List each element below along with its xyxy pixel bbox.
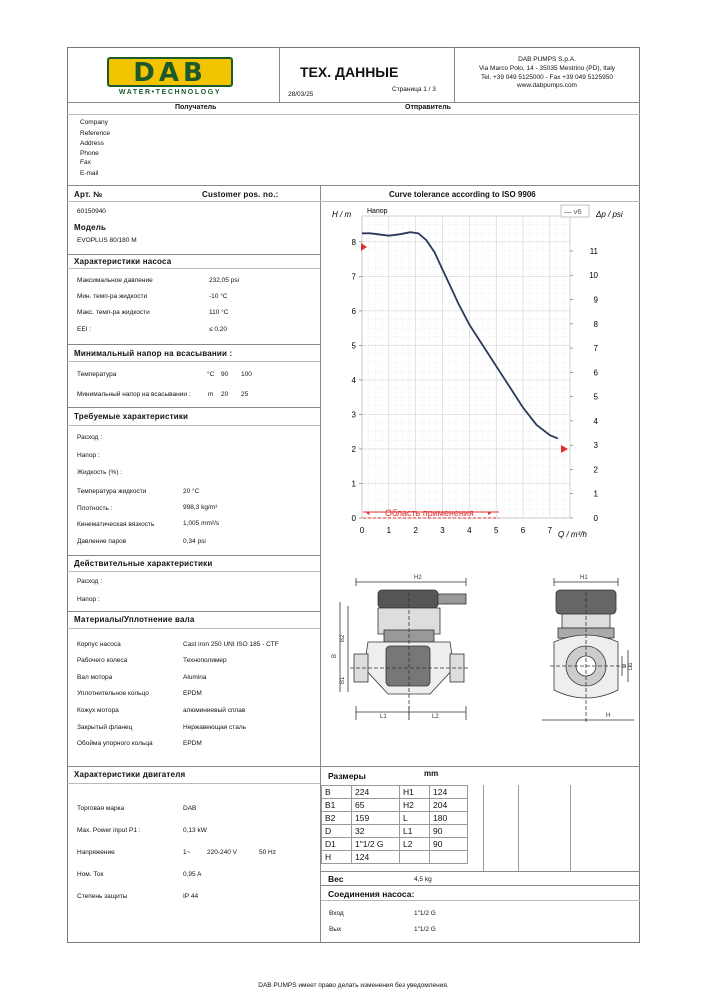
y-tick-label: 5 — [351, 341, 356, 351]
dimension-cell — [430, 851, 468, 864]
rule — [67, 407, 320, 408]
y-tick-label: 7 — [351, 272, 356, 282]
y-right-tick-label: 4 — [593, 416, 598, 426]
sender-heading: Отправитель — [405, 104, 451, 111]
recipient-heading: Получатель — [175, 104, 217, 111]
rule — [321, 900, 640, 901]
y-right-tick-label: 10 — [589, 271, 598, 281]
dimensions-unit: mm — [424, 769, 439, 778]
inlet-value: 1"1/2 G — [414, 910, 436, 917]
dimension-cell: 32 — [352, 825, 400, 838]
rule — [67, 571, 320, 572]
dimension-cell: B1 — [322, 799, 352, 812]
company-website: www.dabpumps.com — [517, 82, 577, 90]
application-range-arrow-left: ◂ — [366, 509, 370, 517]
dimensions-table — [321, 785, 468, 864]
field-reference: Reference — [80, 129, 110, 137]
suction-head-unit: m — [208, 391, 214, 398]
rule — [67, 268, 320, 269]
dimension-cell: L — [400, 812, 430, 825]
chart-grid — [362, 216, 570, 518]
dim-h2: H2 — [414, 575, 422, 581]
dimension-cell: 204 — [430, 799, 468, 812]
vapour-pressure-value: 0,34 psi — [183, 538, 206, 545]
application-range-label: Область применения — [385, 508, 474, 518]
dimension-cell: 65 — [352, 799, 400, 812]
dimension-cell: D — [322, 825, 352, 838]
material-label: Кожух мотора — [77, 707, 119, 714]
max-temp-label: Макс. темп-ра жидкости — [77, 309, 150, 316]
pump-characteristics-heading: Характеристики насоса — [74, 257, 172, 266]
rule — [67, 628, 320, 629]
dimension-cell: 90 — [430, 838, 468, 851]
liquid-temp-label: Температура жидкости — [77, 488, 147, 495]
x-tick-label: 1 — [386, 526, 392, 535]
y-tick-label: 6 — [351, 306, 356, 316]
y-right-axis-label: Δp / psi — [596, 210, 623, 219]
grid-line — [570, 785, 571, 871]
actual-head-label: Напор : — [77, 596, 100, 603]
dim-h: H — [606, 713, 611, 719]
material-label: Закрытый фланец — [77, 724, 133, 731]
contact-fields — [80, 118, 110, 180]
contacts-bottom-line — [67, 185, 640, 186]
connections-heading: Соединения насоса: — [328, 889, 415, 899]
x-tick-label: 4 — [467, 526, 472, 535]
material-label: Корпус насоса — [77, 641, 121, 648]
legend-text: — v6 — [564, 207, 582, 216]
rule — [67, 555, 320, 556]
dimension-row — [322, 825, 468, 838]
min-temp-label: Мин. темп-ра жидкости — [77, 293, 148, 300]
actual-flow-label: Расход : — [77, 578, 103, 585]
company-phone: Tel. +39 049 5125000 - Fax +39 049 5125950 — [481, 73, 613, 81]
dim-l1: L1 — [380, 714, 387, 720]
field-fax: Fax — [80, 159, 91, 167]
application-range-arrow-right: ▸ — [488, 509, 492, 517]
material-label: Обойма упорного кольца — [77, 740, 153, 747]
dimension-cell — [400, 851, 430, 864]
start-point-marker — [361, 243, 367, 251]
liquid-temp-value: 20 °C — [183, 488, 200, 495]
dim-d1: D1 — [628, 662, 634, 670]
dim-h1: H1 — [580, 575, 588, 581]
y-right-tick-label: 6 — [593, 368, 598, 378]
y-tick-label: 8 — [351, 237, 356, 247]
y-tick-label: 1 — [351, 479, 356, 489]
logo-subtitle: WATER•TECHNOLOGY — [118, 89, 222, 96]
rule — [67, 344, 320, 345]
series-label: Напор — [367, 208, 388, 215]
rule — [67, 611, 320, 612]
y-axis-label: H / m — [332, 210, 352, 219]
y-tick-label: 3 — [351, 410, 356, 420]
suction-temp-90: 90 — [221, 371, 229, 378]
outlet-value: 1"1/2 G — [414, 926, 436, 933]
head-curve — [362, 232, 558, 438]
chart-title: Curve tolerance according to ISO 9906 — [389, 190, 536, 199]
max-pressure-label: Максимальное давление — [77, 277, 153, 284]
logo-text: DAB — [133, 58, 207, 88]
company-name: DAB PUMPS S.p.A. — [518, 56, 576, 63]
y-right-tick-label: 9 — [593, 295, 598, 305]
motor-current-value: 0,95 A — [183, 871, 202, 878]
dim-l2: L2 — [432, 714, 439, 720]
suction-temp-100: 100 — [241, 371, 252, 378]
motor-phase-value: 1~ — [183, 849, 191, 856]
material-label: Рабочего колеса — [77, 657, 128, 664]
motor-voltage-value: 220-240 V — [207, 849, 237, 856]
material-value: Нержавеющая сталь — [183, 724, 246, 731]
header-divider — [454, 47, 455, 102]
rule — [67, 201, 320, 202]
footer-disclaimer: DAB PUMPS имеет право делать изменения без уведомления. — [258, 982, 449, 989]
material-label: Вал мотора — [77, 674, 113, 681]
company-address: Via Marco Polo, 14 - 35035 Mestrino (PD), Italy — [478, 64, 616, 72]
dimension-cell: D1 — [322, 838, 352, 851]
dimension-cell: 159 — [352, 812, 400, 825]
y-right-tick-label: 2 — [593, 465, 598, 475]
field-address: Address — [80, 139, 104, 147]
weight-value: 4,5 kg — [414, 876, 432, 883]
x-tick-label: 3 — [440, 526, 445, 535]
motor-heading: Характеристики двигателя — [74, 770, 186, 779]
dimension-row — [322, 812, 468, 825]
viscosity-label: Кинематическая вязкость — [77, 521, 155, 528]
document-date: 28/03/25 — [288, 91, 314, 98]
density-label: Плотность : — [77, 505, 113, 512]
motor-frequency-value: 50 Hz — [259, 849, 276, 856]
model-label: Модель — [74, 223, 107, 232]
y-tick-label: 2 — [351, 444, 356, 454]
dimension-cell: 224 — [352, 786, 400, 799]
dimension-cell: H — [322, 851, 352, 864]
page-title: ТЕХ. ДАННЫЕ — [300, 64, 399, 80]
density-value: 998,3 kg/m³ — [183, 504, 218, 511]
dimensions-extra-grid — [483, 785, 640, 871]
viscosity-value: 1,005 mm²/s — [183, 520, 220, 527]
materials-heading: Материалы/Уплотнение вала — [74, 615, 195, 624]
rule — [321, 871, 640, 872]
y-tick-label: 4 — [351, 375, 356, 385]
dimension-cell: B — [322, 786, 352, 799]
article-number: 60150940 — [77, 208, 106, 215]
dimension-cell: H2 — [400, 799, 430, 812]
dim-b2: B2 — [340, 634, 346, 642]
model-value: EVOPLUS 80/180 M — [77, 237, 137, 244]
pump-drawing-side-view — [330, 572, 480, 722]
eei-value: ≤ 0,20 — [209, 326, 228, 333]
y-right-tick-label: 8 — [593, 319, 598, 329]
dimensions-heading: Размеры — [328, 771, 366, 781]
dimension-row — [322, 838, 468, 851]
dimension-cell: H1 — [400, 786, 430, 799]
field-email: E-mail — [80, 169, 99, 177]
suction-head-20: 20 — [221, 391, 229, 398]
dimension-cell: 124 — [352, 851, 400, 864]
dimension-row — [322, 799, 468, 812]
x-tick-label: 6 — [520, 526, 526, 535]
required-heading: Требуемые характеристики — [74, 412, 189, 421]
x-tick-label: 0 — [359, 526, 365, 535]
motor-brand-label: Торговая марка — [77, 805, 125, 812]
suction-head-25: 25 — [241, 391, 249, 398]
motor-voltage-label: Напряжение — [77, 849, 115, 856]
material-label: Уплотнительное кольцо — [77, 690, 149, 697]
inlet-label: Вход — [329, 910, 344, 917]
plot-border — [362, 216, 570, 518]
article-label: Арт. № — [74, 190, 103, 199]
header-divider — [279, 47, 280, 102]
pump-curve-chart — [320, 202, 640, 547]
required-flow-label: Расход : — [77, 434, 103, 441]
dim-b: B — [332, 653, 338, 658]
pump-drawing-front-view — [540, 572, 640, 732]
motor-protection-label: Степень защиты — [77, 893, 128, 900]
field-company: Company — [80, 119, 108, 126]
y-right-tick-label: 1 — [593, 489, 598, 499]
y-right-tick-label: 5 — [593, 392, 598, 402]
max-pressure-value: 232,05 psi — [209, 277, 239, 284]
company-info — [456, 56, 638, 91]
contacts-line — [67, 114, 640, 115]
rule — [67, 361, 320, 362]
x-tick-label: 7 — [547, 526, 553, 535]
rule — [67, 783, 320, 784]
y-right-tick-label: 0 — [593, 514, 598, 523]
y-right-tick-label: 7 — [593, 344, 598, 354]
x-tick-label: 5 — [493, 526, 499, 535]
rule — [67, 425, 320, 426]
motor-protection-value: IP 44 — [183, 893, 199, 900]
rule — [67, 254, 320, 255]
dimension-cell: B2 — [322, 812, 352, 825]
dimension-cell: 124 — [430, 786, 468, 799]
end-point-marker — [561, 445, 568, 453]
x-tick-label: 2 — [413, 526, 418, 535]
motor-power-value: 0,13 kW — [183, 827, 207, 834]
vapour-pressure-label: Давление паров — [77, 538, 127, 545]
rule — [321, 885, 640, 886]
min-temp-value: -10 °C — [209, 293, 228, 300]
outlet-label: Вых — [329, 926, 342, 933]
weight-label: Вес — [328, 874, 344, 884]
rule — [67, 766, 640, 767]
suction-temp-unit: °C — [207, 371, 215, 378]
dab-logo — [107, 57, 233, 87]
dimension-cell: 90 — [430, 825, 468, 838]
max-temp-value: 110 °C — [209, 309, 229, 316]
actual-heading: Действительные характеристики — [74, 559, 213, 568]
suction-temp-label: Температура — [77, 371, 117, 378]
required-head-label: Напор : — [77, 452, 100, 459]
eei-label: EEI : — [77, 326, 92, 333]
required-liquid-label: Жидкость (%) : — [77, 469, 123, 476]
dimension-cell: L1 — [400, 825, 430, 838]
material-value: EPDM — [183, 740, 202, 747]
material-value: алюминиевый сплав — [183, 707, 246, 714]
dimension-cell: L2 — [400, 838, 430, 851]
material-value: EPDM — [183, 690, 202, 697]
y-right-tick-label: 3 — [593, 441, 598, 451]
dimension-row — [322, 851, 468, 864]
customer-pos-label: Customer pos. no.: — [202, 190, 279, 199]
y-right-tick-label: 11 — [589, 246, 598, 256]
motor-power-label: Max. Power input P1 : — [77, 827, 141, 834]
motor-brand-value: DAB — [183, 805, 197, 812]
field-phone: Phone — [80, 150, 99, 158]
header-bottom-line — [67, 102, 640, 103]
dimension-cell: 1"1/2 G — [352, 838, 400, 851]
dimension-cell: 180 — [430, 812, 468, 825]
motor-current-label: Ном. Ток — [77, 871, 104, 878]
page-number: Страница 1 / 3 — [392, 86, 436, 93]
dim-d: D — [622, 663, 628, 668]
dimension-row — [322, 786, 468, 799]
suction-head-label: Минимальный напор на всасывании : — [77, 391, 191, 398]
material-value: Alumina — [183, 674, 207, 681]
dim-b1: B1 — [340, 676, 346, 684]
x-axis-label: Q / m³/h — [558, 530, 587, 539]
grid-line — [518, 785, 519, 871]
suction-heading: Минимальный напор на всасывании : — [74, 349, 233, 358]
material-value: Технополимер — [183, 657, 227, 664]
y-tick-label: 0 — [351, 514, 356, 523]
material-value: Cast iron 250 UNI ISO 185 - CTF — [183, 641, 279, 648]
